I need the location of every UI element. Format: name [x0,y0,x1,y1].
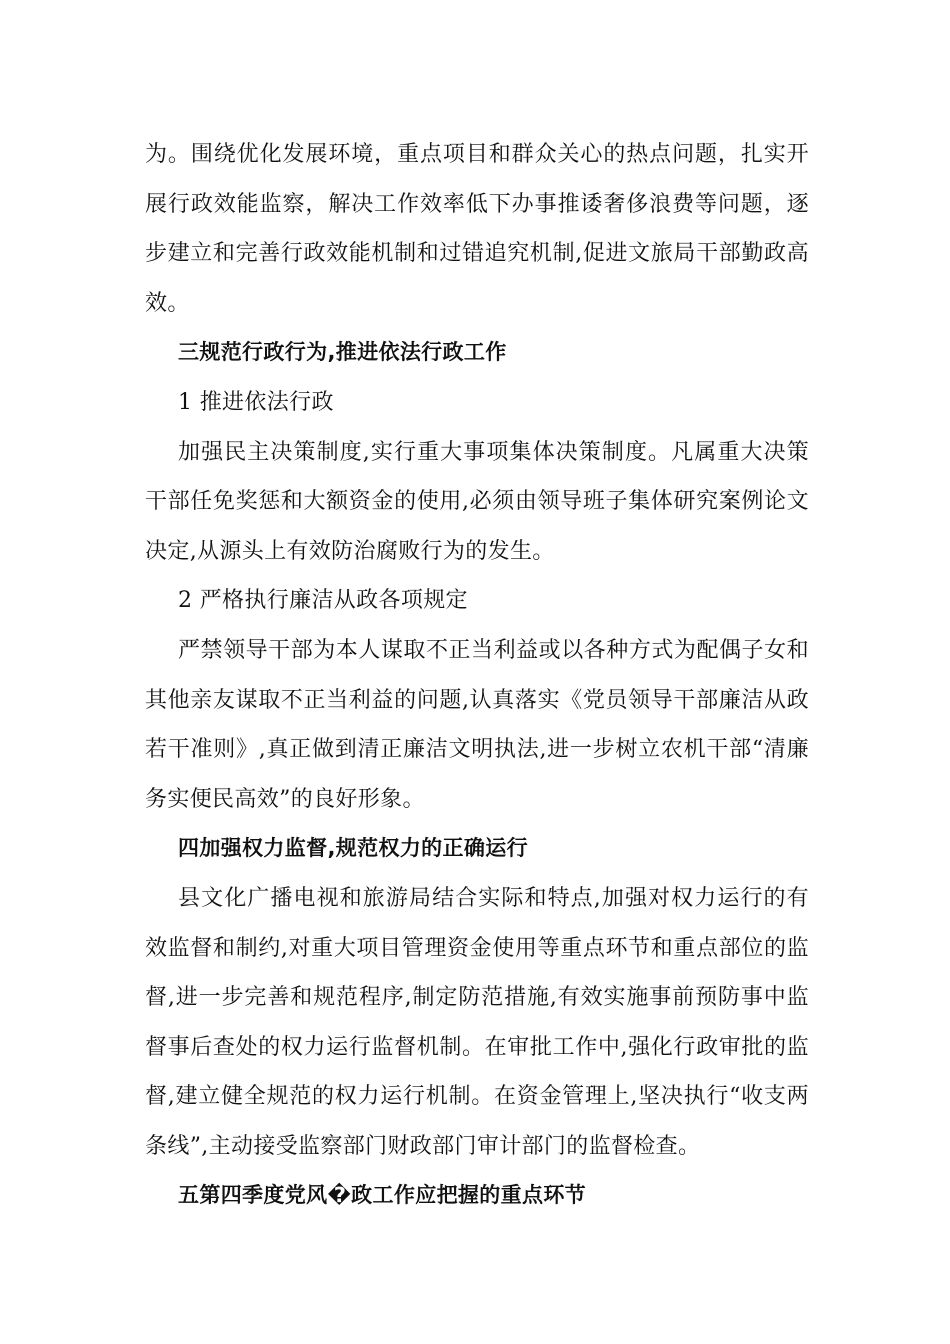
section-heading-four: 四加强权力监督,规范权力的正确运行 [178,836,528,861]
section-heading-three: 三规范行政行为,推进依法行政工作 [178,340,507,365]
paragraph-power-supervision: 县文化广播电视和旅游局结合实际和特点,加强对权力运行的有效监督和制约,对重大项目管理资金使用等重点环节和重点部位的监督,进一步完善和规范程序,制定防范措施,有效实施事前预防事中监督事后查处的权力运行监督机制。在审批工作中,强化行政审批的监督,建立健全规范的权力运行机制。在资金管理上,坚决执行“收支两条线”,主动接受监察部门财政部门审计部门的监督检查。 [145,885,809,1159]
subheading-1: 1 推进依法行政 [178,389,334,415]
section-heading-five: 五第四季度党风�政工作应把握的重点环节 [178,1183,587,1208]
paragraph-integrity-rules: 严禁领导干部为本人谋取不正当利益或以各种方式为配偶子女和其他亲友谋取不正当利益的问题,认真落实《党员领导干部廉洁从政若干准则》,真正做到清正廉洁文明执法,进一步树立农机干部“清廉务实便民高效”的良好形象。 [145,637,809,812]
paragraph-efficiency-supervision: 为。围绕优化发展环境，重点项目和群众关心的热点问题，扎实开展行政效能监察，解决工作效率低下办事推诿奢侈浪费等问题，逐步建立和完善行政效能机制和过错追究机制,促进文旅局干部勤政高效。 [145,142,809,316]
subheading-2: 2 严格执行廉洁从政各项规定 [178,588,468,614]
document-body [145,130,809,1221]
paragraph-democratic-decision: 加强民主决策制度,实行重大事项集体决策制度。凡属重大决策干部任免奖惩和大额资金的使用,必须由领导班子集体研究案例论文决定,从源头上有效防治腐败行为的发生。 [145,439,809,564]
